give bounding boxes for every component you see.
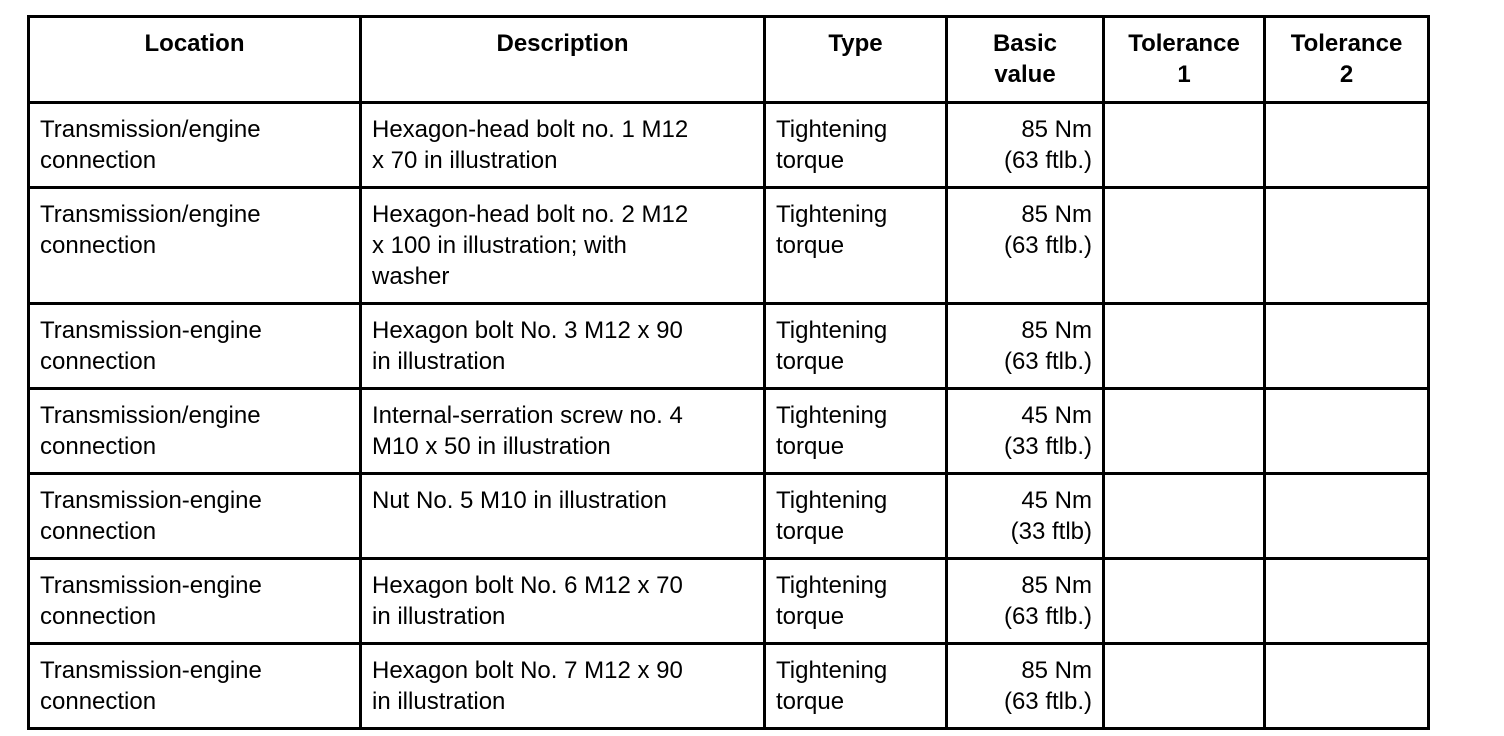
- type-line: Tightening: [776, 201, 888, 228]
- tolerance-1-cell: [1104, 559, 1265, 644]
- basic-value-metric: 85 Nm: [1021, 572, 1092, 599]
- basic-value-imperial: (63 ftlb.): [1003, 232, 1092, 259]
- basic-value-metric: 85 Nm: [1021, 116, 1092, 143]
- description-line: Nut No. 5 M10 in illustration: [372, 487, 667, 514]
- location-cell: [29, 474, 361, 559]
- type-line: Tightening: [776, 572, 888, 599]
- location-line: Transmission/engine: [40, 201, 261, 228]
- location-line: connection: [40, 518, 157, 545]
- description-cell: [361, 389, 765, 474]
- header-basic-value: [947, 17, 1104, 103]
- type-line: torque: [776, 147, 845, 174]
- basic-value-metric: 85 Nm: [1021, 317, 1092, 344]
- basic-value-cell: [947, 304, 1104, 389]
- type-line: Tightening: [776, 402, 888, 429]
- type-cell: [765, 474, 947, 559]
- type-line: torque: [776, 433, 845, 460]
- description-line: M10 x 50 in illustration: [372, 433, 611, 460]
- type-line: torque: [776, 348, 845, 375]
- location-cell: [29, 103, 361, 188]
- basic-value-imperial: (63 ftlb.): [1003, 348, 1092, 375]
- description-line: Hexagon-head bolt no. 1 M12: [372, 116, 689, 143]
- tolerance-1-cell: [1104, 188, 1265, 304]
- header-description-label: Description: [496, 30, 629, 57]
- header-description: [361, 17, 765, 103]
- basic-value-imperial: (33 ftlb): [1010, 518, 1092, 545]
- description-line: washer: [372, 263, 450, 290]
- tolerance-2-cell: [1265, 304, 1429, 389]
- type-line: torque: [776, 518, 845, 545]
- description-cell: [361, 474, 765, 559]
- tolerance-2-cell: [1265, 188, 1429, 304]
- description-line: in illustration: [372, 688, 506, 715]
- description-line: in illustration: [372, 348, 506, 375]
- location-line: connection: [40, 232, 157, 259]
- location-line: Transmission-engine: [40, 487, 262, 514]
- basic-value-imperial: (63 ftlb.): [1003, 147, 1092, 174]
- table-row: [29, 103, 1429, 188]
- header-location-label: Location: [144, 30, 245, 57]
- type-line: torque: [776, 232, 845, 259]
- type-cell: [765, 304, 947, 389]
- location-line: connection: [40, 603, 157, 630]
- description-line: x 100 in illustration; with: [372, 232, 627, 259]
- header-basic-value-line1: Basic: [992, 30, 1058, 57]
- tolerance-1-cell: [1104, 304, 1265, 389]
- header-type: [765, 17, 947, 103]
- tolerance-2-cell: [1265, 559, 1429, 644]
- location-cell: [29, 188, 361, 304]
- header-tolerance-1: [1104, 17, 1265, 103]
- basic-value-cell: [947, 474, 1104, 559]
- description-cell: [361, 304, 765, 389]
- tolerance-1-cell: [1104, 103, 1265, 188]
- description-line: Hexagon bolt No. 3 M12 x 90: [372, 317, 683, 344]
- table-row: [29, 474, 1429, 559]
- basic-value-metric: 45 Nm: [1021, 402, 1092, 429]
- location-line: connection: [40, 688, 157, 715]
- location-line: Transmission/engine: [40, 402, 261, 429]
- basic-value-cell: [947, 188, 1104, 304]
- basic-value-metric: 85 Nm: [1021, 201, 1092, 228]
- description-line: in illustration: [372, 603, 506, 630]
- table-row: [29, 559, 1429, 644]
- tolerance-1-cell: [1104, 474, 1265, 559]
- header-tolerance-2: [1265, 17, 1429, 103]
- tolerance-2-cell: [1265, 474, 1429, 559]
- basic-value-cell: [947, 644, 1104, 729]
- description-cell: [361, 188, 765, 304]
- tolerance-2-cell: [1265, 103, 1429, 188]
- tolerance-1-cell: [1104, 389, 1265, 474]
- type-cell: [765, 389, 947, 474]
- description-line: Hexagon bolt No. 7 M12 x 90: [372, 657, 683, 684]
- description-line: Internal-serration screw no. 4: [372, 402, 683, 429]
- type-line: Tightening: [776, 317, 888, 344]
- tolerance-1-cell: [1104, 644, 1265, 729]
- location-cell: [29, 559, 361, 644]
- type-cell: [765, 188, 947, 304]
- header-tolerance-1-line2: 1: [1177, 61, 1191, 88]
- tolerance-2-cell: [1265, 644, 1429, 729]
- type-line: Tightening: [776, 116, 888, 143]
- header-tolerance-1-line1: Tolerance: [1128, 30, 1240, 57]
- description-line: Hexagon-head bolt no. 2 M12: [372, 201, 689, 228]
- basic-value-imperial: (63 ftlb.): [1003, 688, 1092, 715]
- torque-spec-table: [27, 15, 1430, 730]
- location-line: Transmission-engine: [40, 572, 262, 599]
- location-line: Transmission/engine: [40, 116, 261, 143]
- description-line: x 70 in illustration: [372, 147, 558, 174]
- type-cell: [765, 559, 947, 644]
- table-row: [29, 389, 1429, 474]
- header-type-label: Type: [828, 30, 883, 57]
- basic-value-metric: 85 Nm: [1021, 657, 1092, 684]
- location-line: connection: [40, 433, 157, 460]
- header-location: [29, 17, 361, 103]
- table-row: [29, 188, 1429, 304]
- location-cell: [29, 389, 361, 474]
- header-row: [29, 17, 1429, 103]
- description-cell: [361, 559, 765, 644]
- header-basic-value-line2: value: [994, 61, 1056, 88]
- description-cell: [361, 103, 765, 188]
- tolerance-2-cell: [1265, 389, 1429, 474]
- type-line: torque: [776, 688, 845, 715]
- basic-value-cell: [947, 389, 1104, 474]
- description-line: Hexagon bolt No. 6 M12 x 70: [372, 572, 683, 599]
- header-tolerance-2-line1: Tolerance: [1290, 30, 1403, 57]
- basic-value-cell: [947, 103, 1104, 188]
- location-cell: [29, 304, 361, 389]
- type-line: Tightening: [776, 657, 888, 684]
- location-line: connection: [40, 147, 157, 174]
- location-cell: [29, 644, 361, 729]
- description-cell: [361, 644, 765, 729]
- table-row: [29, 304, 1429, 389]
- basic-value-imperial: (63 ftlb.): [1003, 603, 1092, 630]
- location-line: Transmission-engine: [40, 657, 262, 684]
- location-line: connection: [40, 348, 157, 375]
- type-cell: [765, 103, 947, 188]
- type-line: Tightening: [776, 487, 888, 514]
- type-cell: [765, 644, 947, 729]
- location-line: Transmission-engine: [40, 317, 262, 344]
- type-line: torque: [776, 603, 845, 630]
- basic-value-cell: [947, 559, 1104, 644]
- basic-value-imperial: (33 ftlb.): [1003, 433, 1092, 460]
- basic-value-metric: 45 Nm: [1021, 487, 1092, 514]
- header-tolerance-2-line2: 2: [1339, 61, 1354, 88]
- table-row: [29, 644, 1429, 729]
